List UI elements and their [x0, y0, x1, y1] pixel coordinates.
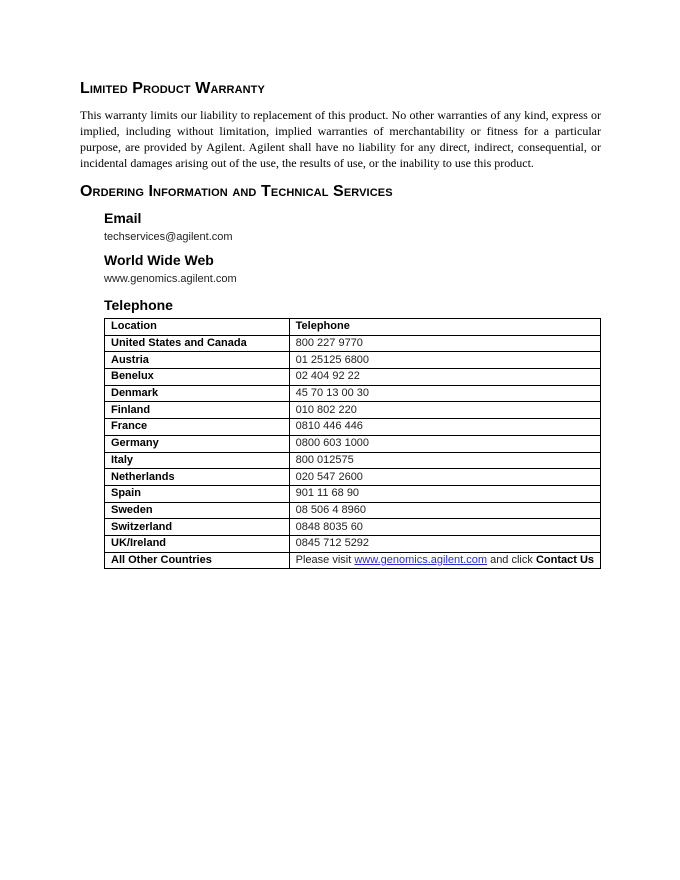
table-row — [105, 419, 601, 436]
table-row — [105, 469, 601, 486]
instructions-prefix: Please visit — [295, 553, 355, 566]
www-address: www.genomics.agilent.com — [104, 273, 237, 285]
table-row — [105, 435, 601, 452]
location-cell: Spain — [105, 485, 290, 502]
phone-cell: 01 25125 6800 — [289, 352, 600, 369]
table-row — [105, 385, 601, 402]
location-cell: France — [105, 419, 290, 436]
table-row — [105, 369, 601, 386]
phone-cell: 800 012575 — [289, 452, 600, 469]
www-heading: World Wide Web — [104, 252, 214, 268]
location-cell: Netherlands — [105, 469, 290, 486]
location-cell: Italy — [105, 452, 290, 469]
telephone-table-header — [105, 319, 601, 336]
phone-cell: 0810 446 446 — [289, 419, 600, 436]
location-cell: Austria — [105, 352, 290, 369]
phone-cell: 02 404 92 22 — [289, 369, 600, 386]
location-cell: Sweden — [105, 502, 290, 519]
location-cell: Finland — [105, 402, 290, 419]
genomics-website-link[interactable]: www.genomics.agilent.com — [354, 553, 488, 566]
phone-cell: 0845 712 5292 — [289, 535, 600, 552]
telephone-table — [104, 318, 601, 569]
email-heading: Email — [104, 210, 142, 226]
location-cell: All Other Countries — [105, 552, 290, 569]
phone-cell: 800 227 9770 — [289, 335, 600, 352]
ordering-heading: Ordering Information and Technical Services — [80, 183, 393, 200]
email-address: techservices@agilent.com — [104, 231, 233, 243]
location-cell: United States and Canada — [105, 335, 290, 352]
phone-cell: 08 506 4 8960 — [289, 502, 600, 519]
phone-cell: 901 11 68 90 — [289, 485, 600, 502]
instructions-middle: and click — [487, 553, 536, 566]
table-row — [105, 402, 601, 419]
phone-cell: 45 70 13 00 30 — [289, 385, 600, 402]
table-row — [105, 502, 601, 519]
telephone-heading: Telephone — [104, 297, 173, 313]
location-cell: UK/Ireland — [105, 535, 290, 552]
phone-cell: 010 802 220 — [289, 402, 600, 419]
table-row-other-countries — [105, 552, 601, 569]
column-header-telephone: Telephone — [289, 319, 600, 336]
other-countries-instructions — [289, 552, 600, 569]
table-row — [105, 485, 601, 502]
phone-cell: 0848 8035 60 — [289, 519, 600, 536]
contact-us-label: Contact Us — [535, 553, 594, 566]
location-cell: Benelux — [105, 369, 290, 386]
phone-cell: 0800 603 1000 — [289, 435, 600, 452]
table-row — [105, 335, 601, 352]
column-header-location: Location — [105, 319, 290, 336]
phone-cell: 020 547 2600 — [289, 469, 600, 486]
location-cell: Switzerland — [105, 519, 290, 536]
location-cell: Denmark — [105, 385, 290, 402]
warranty-heading: Limited Product Warranty — [80, 80, 265, 97]
table-row — [105, 452, 601, 469]
warranty-body: This warranty limits our liability to replacement of this product. No other warranties of any kind, express or implied, including without limitation, implied warranties of merchantability or fitness for a particular purpose, are provided by Agilent. Agilent shall have no liability for any direct, indirect, consequential, or incidental damages arising out of the use, the results of use, or the inability to use this product. — [80, 108, 601, 170]
table-row — [105, 535, 601, 552]
table-row — [105, 519, 601, 536]
location-cell: Germany — [105, 435, 290, 452]
table-row — [105, 352, 601, 369]
